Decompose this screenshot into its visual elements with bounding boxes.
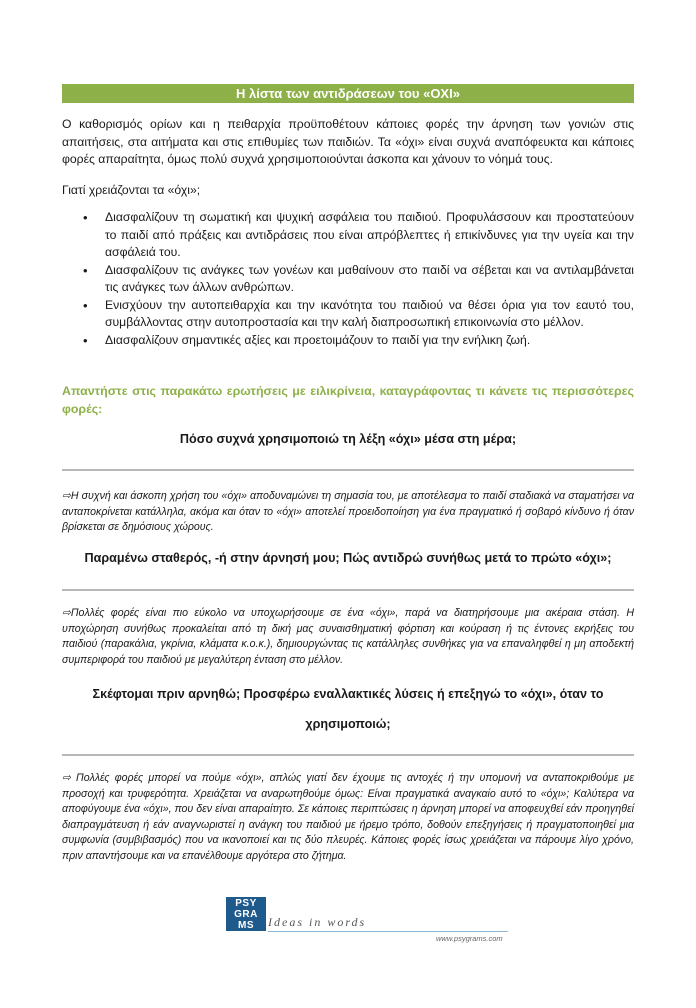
intro-paragraph: Ο καθορισμός ορίων και η πειθαρχία προϋποθέτουν κάποιες φορές την άρνηση των γονιών στις απαιτήσεις, στα αιτήματα και στις επιθυμίες των παιδιών. Τα «όχι» είναι συχνά αναπόφευκτα και κάποιες φορές απαραίτητα, όμως πολύ συχνά χρησιμοποιούνται άσκοπα και χάνουν το νόημά τους. [62,117,634,166]
question-3-line-1: Σκέφτομαι πριν αρνηθώ; Προσφέρω εναλλακτικές λύσεις ή επεξηγώ το «όχι», όταν το [92,687,604,701]
page-title: Η λίστα των αντιδράσεων του «ΟΧΙ» [62,84,634,103]
list-item: • Διασφαλίζουν τις ανάγκες των γονέων και μαθαίνουν στο παιδί να σέβεται και να αντιλαμβάνεται τις ανάγκες των άλλων ανθρώπων. [83,262,634,297]
website-url: www.psygrams.com [436,934,503,943]
list-item: • Ενισχύουν την αυτοπειθαρχία και την ικανότητα του παιδιού να θέσει όρια για τον εαυτό του, συμβάλλοντας στην αυτοπροστασία και την καλή διαπροσωπική επικοινωνία στο μέλλον. [83,297,634,332]
answer-line-3 [62,754,634,756]
reasons-list [62,209,634,349]
list-item: • Διασφαλίζουν τη σωματική και ψυχική ασφάλεια του παιδιού. Προφυλάσσουν και προστατεύουν το παιδί από πράξεις και αντιδράσεις που είναι απρόβλεπτες ή επικίνδυνες για την υγεία και την ασφάλειά του. [83,209,634,262]
instruction-text: Απαντήστε στις παρακάτω ερωτήσεις με ειλικρίνεια, καταγράφοντας τι κάνετε τις περισσότερες φορές: [62,384,634,416]
logo-text-3: MS [238,920,254,931]
logo-text-2: GRA [234,909,258,920]
question-3-line-2: χρησιμοποιώ; [305,717,391,731]
list-item: • Διασφαλίζουν σημαντικές αξίες και προετοιμάζουν το παιδί για την ενήλικη ζωή. [83,332,634,350]
psygrams-logo [226,897,266,931]
question-1: Πόσο συχνά χρησιμοποιώ τη λέξη «όχι» μέσα στη μέρα; [179,432,517,446]
logo-text-1: PSY [235,898,257,909]
footer-divider [268,931,508,932]
question-2: Παραμένω σταθερός, -ή στην άρνησή μου; Πώς αντιδρώ συνήθως μετά το πρώτο «όχι»; [84,551,612,565]
answer-line-2 [62,589,634,591]
note-3: ⇨ Πολλές φορές μπορεί να πούμε «όχι», απλώς γιατί δεν έχουμε τις αντοχές ή την υπομονή να ανταποκριθούμε με προσοχή και τρυφερότητα. Χρειάζεται να αναρωτηθούμε όμως: Είναι πραγματικά αναγκαίο αυτό το «όχι»; Καλύτερα να αποφύγουμε ένα «όχι», που δεν είναι απαραίτητο. Σε κάποιες περιπτώσεις η άρνηση μπορεί να αποφευχθεί εάν προηγηθεί διαπραγμάτευση ή εάν αναγνωριστεί η ανάγκη του παιδιού με ήρεμο τρόπο, δοθούν επεξηγήσεις ή πραγματοποιηθεί μια συμφωνία (συμβιβασμός) που να ικανοποιεί και τις δύο πλευρές. Κάποιες φορές ίσως χρειάζεται να πάρουμε λίγο χρόνο, πριν απαντήσουμε και να επανέλθουμε αργότερα στο ζήτημα. [62,772,634,862]
note-1: ⇨Η συχνή και άσκοπη χρήση του «όχι» αποδυναμώνει τη σημασία του, με αποτέλεσμα το παιδί σταδιακά να σταματήσει να ανταποκρίνεται κατάλληλα, ακόμα και όταν το «όχι» αποτελεί προειδοποίηση για ένα πραγματικό ή σοβαρό κίνδυνο ή όταν βρίσκεται σε δημόσιους χώρους. [62,490,634,533]
note-2: ⇨Πολλές φορές είναι πιο εύκολο να υποχωρήσουμε σε ένα «όχι», παρά να διατηρήσουμε μια ακέραια στάση. Η υποχώρηση συνήθως προκαλείται από τη δική μας συναισθηματική φόρτιση και κούραση ή τις έντονες εκρήξεις του παιδιού (παρακάλια, γκρίνια, κλάματα κ.ο.κ.), δημιουργώντας τις κατάλληλες συνθήκες για να επαναληφθεί η μη αποδεκτή συμπεριφορά του παιδιού με μεγαλύτερη ένταση στο μέλλον. [62,607,634,666]
answer-line-1 [62,469,634,471]
tagline: Ideas in words [268,915,367,929]
why-heading: Γιατί χρειάζονται τα «όχι»; [62,183,201,197]
